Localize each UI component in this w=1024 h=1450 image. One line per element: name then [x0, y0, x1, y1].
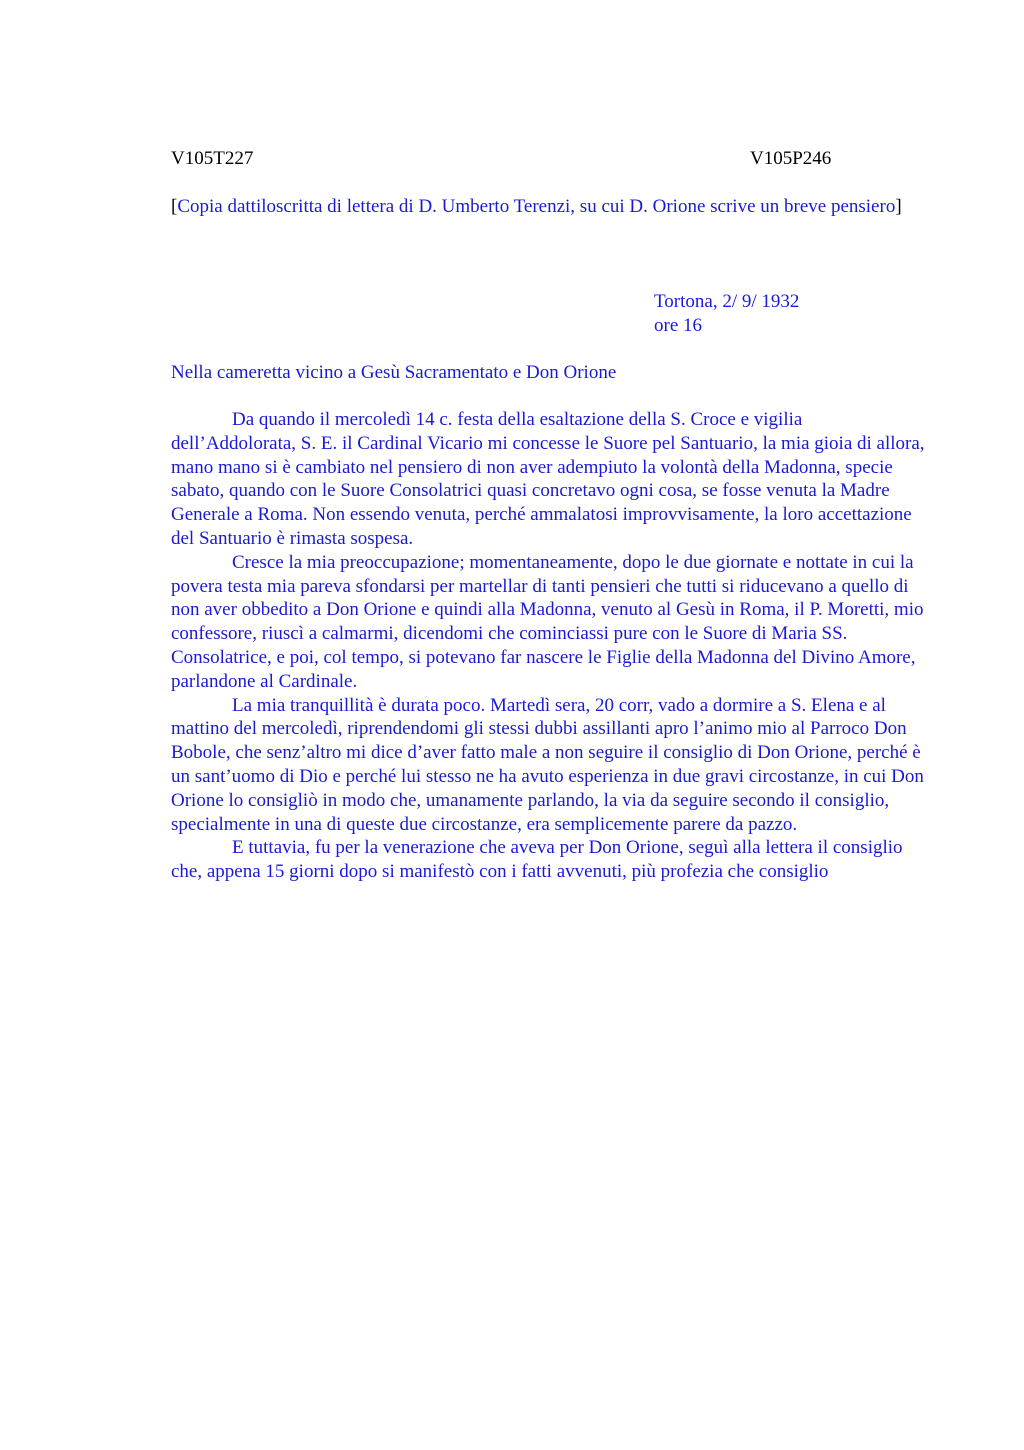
paragraph-4: E tuttavia, fu per la venerazione che aveva per Don Orione, seguì alla lettera il consiglio che, appena 15 giorni dopo si manifestò con i fatti avvenuti, più profezia che consiglio [171, 837, 903, 883]
salutation: Nella cameretta vicino a Gesù Sacramentato e Don Orione [171, 362, 617, 383]
paragraph-3: La mia tranquillità è durata poco. Martedì sera, 20 corr, vado a dormire a S. Elena e al mattino del mercoledì, riprendendomi gli stessi dubbi assillanti apro l’animo mio al Parroco Don Bobole, che senz’altro mi dice d’aver fatto male a non seguire il consiglio di Don Orione, perché è un sant’uomo di Dio e perché lui stesso ne ha avuto esperienza in due gravi circostanze, in cui Don Orione lo consigliò in modo che, umanamente parlando, la via da seguire secondo il consiglio, specialmente in una di queste due circostanze, era semplicemente parere da pazzo. [171, 694, 924, 835]
note-text: Copia dattiloscritta di lettera di D. Umberto Terenzi, su cui D. Orione scrive un breve pensiero [177, 196, 896, 217]
paragraph-1: Da quando il mercoledì 14 c. festa della esaltazione della S. Croce e vigilia dell’Addolorata, S. E. il Cardinal Vicario mi concesse le Suore pel Santuario, la mia gioia di allora, mano mano si è cambiato nel pensiero di non aver adempiuto la volontà della Madonna, specie sabato, quando con le Suore Consolatrici quasi concretavo ogni cosa, se fosse venuta la Madre Generale a Roma. Non essendo venuta, perché ammalatosi improvvisamente, la loro accettazione del Santuario è rimasta sospesa. [171, 409, 925, 549]
paragraph-2: Cresce la mia preoccupazione; momentaneamente, dopo le due giornate e nottate in cui la povera testa mia pareva sfondarsi per martellar di tanti pensieri che tutti si riducevano a quello di non aver obbedito a Don Orione e quindi alla Madonna, venuto al Gesù in Roma, il P. Moretti, mio confessore, riuscì a calmarmi, dicendomi che cominciassi pure con le Suore di Maria SS. Consolatrice, e poi, col tempo, si potevano far nascere le Figlie della Madonna del Divino Amore, parlandone al Cardinale. [171, 551, 924, 692]
letter-body [171, 408, 926, 884]
header-left-code: V105T227 [171, 148, 254, 169]
dateline-place-date: Tortona, 2/ 9/ 1932 [654, 291, 800, 312]
note-open-bracket: [ [171, 196, 178, 217]
editor-note [171, 195, 931, 219]
note-close-bracket: ] [895, 196, 902, 217]
header-right-code: V105P246 [750, 148, 832, 169]
dateline-time: ore 16 [654, 314, 703, 336]
dateline [654, 290, 954, 338]
